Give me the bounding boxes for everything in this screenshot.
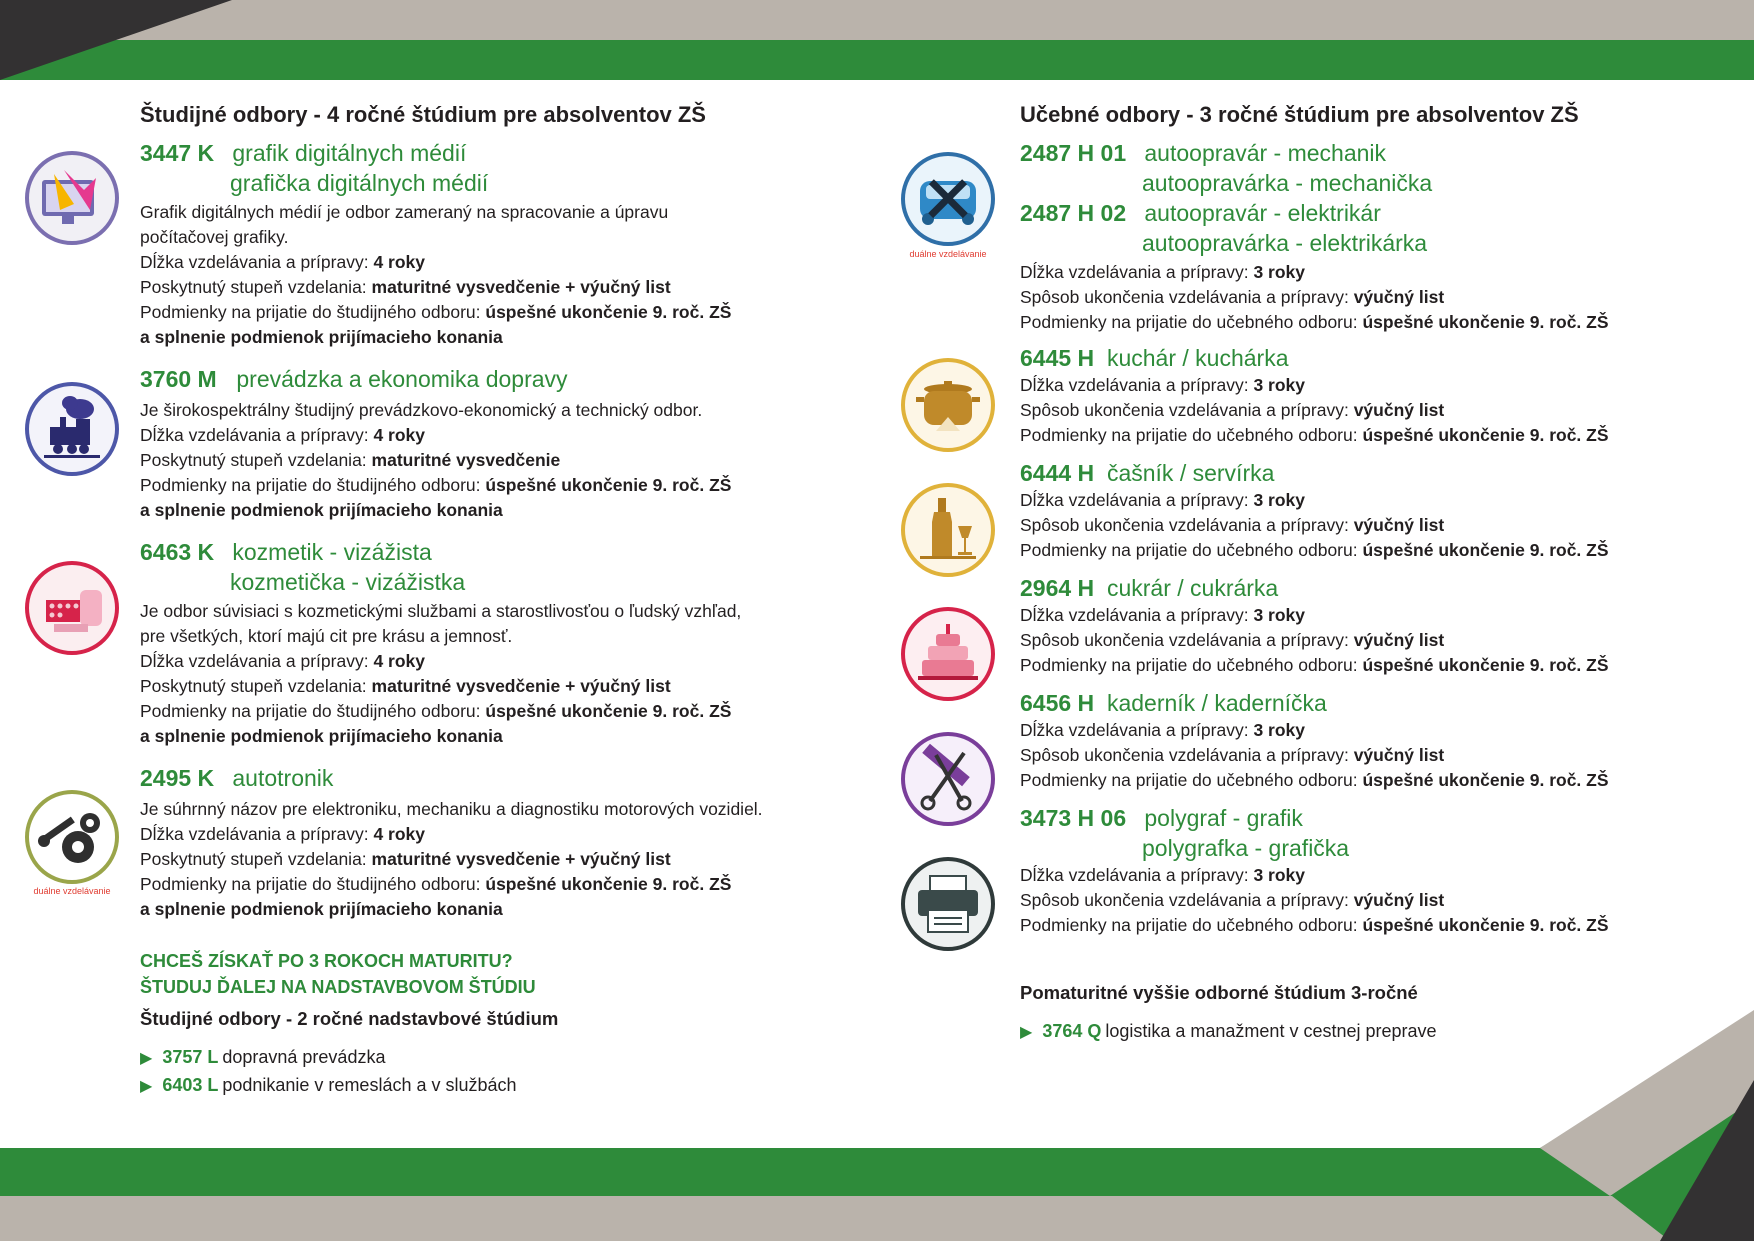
triangle-bullet-icon: ▶	[1020, 1024, 1033, 1041]
program-3447K	[140, 138, 880, 350]
program-admission-extra: a splnenie podmienok prijímacieho konania	[140, 726, 503, 746]
program-degree: Poskytnutý stupeň vzdelania: maturitné vysvedčenie + výučný list	[140, 849, 671, 869]
right-column-heading: Učebné odbory - 3 ročné štúdium pre absolventov ZŠ	[1020, 102, 1579, 127]
wine-bottle-icon	[900, 482, 996, 578]
program-6463K	[140, 537, 880, 749]
left-sub-heading: Študijné odbory - 2 ročné nadstavbové štúdium	[140, 1008, 559, 1029]
right-sub-heading: Pomaturitné vyššie odborné štúdium 3-ročné	[1020, 982, 1418, 1003]
right-column	[1020, 102, 1740, 1046]
program-title: kuchár / kuchárka	[1106, 345, 1289, 371]
right-bullet-list	[1020, 1018, 1740, 1046]
cta-line: CHCEŠ ZÍSKAŤ PO 3 ROKOCH MATURITU?	[140, 951, 513, 971]
car-repair-icon	[900, 151, 996, 247]
program-completion: Spôsob ukončenia vzdelávania a prípravy: výučný list	[1020, 630, 1445, 650]
program-admission: Podmienky na prijatie do študijného odboru: úspešné ukončenie 9. roč. ZŠ	[140, 475, 732, 495]
program-admission-extra: a splnenie podmienok prijímacieho konania	[140, 899, 503, 919]
program-3473H06	[1020, 803, 1740, 938]
program-code: 6444 H	[1020, 460, 1095, 486]
triangle-bullet-icon: ▶	[140, 1050, 153, 1067]
list-item: ▶ 3757 L dopravná prevádzka	[140, 1047, 386, 1067]
program-code: 2964 H	[1020, 575, 1095, 601]
program-subtitle: autoopravárka - mechanička	[1142, 170, 1433, 196]
program-degree: Poskytnutý stupeň vzdelania: maturitné vysvedčenie	[140, 450, 561, 470]
program-admission: Podmienky na prijatie do študijného odboru: úspešné ukončenie 9. roč. ZŠ	[140, 874, 732, 894]
top-green-band	[0, 40, 1754, 80]
cake-icon	[900, 606, 996, 702]
bottom-gray-band	[0, 1196, 1670, 1241]
program-3760M	[140, 364, 880, 523]
program-admission: Podmienky na prijatie do učebného odboru: úspešné ukončenie 9. roč. ZŠ	[1020, 540, 1609, 560]
cosmetics-icon	[24, 560, 120, 656]
train-icon	[24, 381, 120, 477]
dual-education-badge-right: duálne vzdelávanie	[909, 249, 987, 259]
left-column-heading: Študijné odbory - 4 ročné štúdium pre absolventov ZŠ	[140, 102, 706, 127]
program-code: 6463 K	[140, 539, 215, 565]
program-title: prevádzka a ekonomika dopravy	[236, 366, 568, 392]
program-2495K	[140, 763, 880, 922]
program-duration: Dĺžka vzdelávania a prípravy: 3 roky	[1020, 865, 1306, 885]
program-title: autoopravár - elektrikár	[1144, 200, 1381, 226]
program-2487H	[1020, 138, 1740, 335]
program-completion: Spôsob ukončenia vzdelávania a prípravy: výučný list	[1020, 287, 1445, 307]
program-admission-extra: a splnenie podmienok prijímacieho konania	[140, 327, 503, 347]
program-code: 2487 H 01	[1020, 140, 1127, 166]
program-duration: Dĺžka vzdelávania a prípravy: 4 roky	[140, 425, 426, 445]
program-admission: Podmienky na prijatie do učebného odboru: úspešné ukončenie 9. roč. ZŠ	[1020, 770, 1609, 790]
program-code: 6445 H	[1020, 345, 1095, 371]
program-title: cukrár / cukrárka	[1106, 575, 1279, 601]
program-title: autotronik	[232, 765, 334, 791]
program-description: Grafik digitálnych médií je odbor zameraný na spracovanie a úpravu	[140, 202, 669, 222]
program-title: autoopravár - mechanik	[1144, 140, 1387, 166]
cta-line: ŠTUDUJ ĎALEJ NA NADSTAVBOVOM ŠTÚDIU	[140, 977, 536, 997]
program-2964H	[1020, 573, 1740, 678]
program-description: pre všetkých, ktorí majú cit pre krásu a jemnosť.	[140, 626, 513, 646]
program-title: kaderník / kaderníčka	[1106, 690, 1327, 716]
top-gray-band	[0, 0, 1754, 42]
program-duration: Dĺžka vzdelávania a prípravy: 3 roky	[1020, 262, 1306, 282]
program-description: Je širokospektrálny študijný prevádzkovo-ekonomický a technický odbor.	[140, 400, 703, 420]
left-bullet-list	[140, 1044, 880, 1100]
program-duration: Dĺžka vzdelávania a prípravy: 4 roky	[140, 252, 426, 272]
list-item: ▶ 3764 Q logistika a manažment v cestnej preprave	[1020, 1021, 1437, 1041]
triangle-bullet-icon: ▶	[140, 1078, 153, 1095]
program-admission: Podmienky na prijatie do študijného odboru: úspešné ukončenie 9. roč. ZŠ	[140, 701, 732, 721]
program-admission: Podmienky na prijatie do študijného odboru: úspešné ukončenie 9. roč. ZŠ	[140, 302, 732, 322]
bottom-green-band	[0, 1148, 1610, 1196]
program-duration: Dĺžka vzdelávania a prípravy: 3 roky	[1020, 720, 1306, 740]
list-item: ▶ 6403 L podnikanie v remeslách a v službách	[140, 1075, 517, 1095]
program-degree: Poskytnutý stupeň vzdelania: maturitné vysvedčenie + výučný list	[140, 277, 671, 297]
printer-icon	[900, 856, 996, 952]
program-description: počítačovej grafiky.	[140, 227, 289, 247]
program-6444H	[1020, 458, 1740, 563]
program-admission: Podmienky na prijatie do učebného odboru: úspešné ukončenie 9. roč. ZŠ	[1020, 312, 1609, 332]
cooking-pot-icon	[900, 357, 996, 453]
program-admission: Podmienky na prijatie do učebného odboru: úspešné ukončenie 9. roč. ZŠ	[1020, 915, 1609, 935]
program-code: 3760 M	[140, 366, 217, 392]
program-completion: Spôsob ukončenia vzdelávania a prípravy: výučný list	[1020, 890, 1445, 910]
program-completion: Spôsob ukončenia vzdelávania a prípravy: výučný list	[1020, 400, 1445, 420]
program-title: kozmetik - vizážista	[232, 539, 432, 565]
program-subtitle: kozmetička - vizážistka	[230, 569, 466, 595]
graphic-design-icon	[24, 150, 120, 246]
program-6445H	[1020, 343, 1740, 448]
program-admission: Podmienky na prijatie do učebného odboru: úspešné ukončenie 9. roč. ZŠ	[1020, 655, 1609, 675]
program-6456H	[1020, 688, 1740, 793]
program-subtitle: polygrafka - grafička	[1142, 835, 1350, 861]
program-degree: Poskytnutý stupeň vzdelania: maturitné vysvedčenie + výučný list	[140, 676, 671, 696]
dual-education-badge-left: duálne vzdelávanie	[33, 886, 111, 896]
gears-wrench-icon	[24, 789, 120, 885]
program-code: 3447 K	[140, 140, 215, 166]
program-description: Je odbor súvisiaci s kozmetickými službami a starostlivosťou o ľudský vzhľad,	[140, 601, 742, 621]
program-description: Je súhrnný názov pre elektroniku, mechaniku a diagnostiku motorových vozidiel.	[140, 799, 763, 819]
program-title: grafik digitálnych médií	[232, 140, 467, 166]
scissors-comb-icon	[900, 731, 996, 827]
program-duration: Dĺžka vzdelávania a prípravy: 4 roky	[140, 824, 426, 844]
cta-block	[140, 948, 880, 1000]
program-duration: Dĺžka vzdelávania a prípravy: 4 roky	[140, 651, 426, 671]
program-title: čašník / servírka	[1106, 460, 1275, 486]
program-code: 2487 H 02	[1020, 200, 1127, 226]
program-admission-extra: a splnenie podmienok prijímacieho konania	[140, 500, 503, 520]
program-completion: Spôsob ukončenia vzdelávania a prípravy: výučný list	[1020, 745, 1445, 765]
program-subtitle: grafička digitálnych médií	[230, 170, 489, 196]
program-code: 3473 H 06	[1020, 805, 1127, 831]
program-code: 2495 K	[140, 765, 215, 791]
program-code: 6456 H	[1020, 690, 1095, 716]
program-admission: Podmienky na prijatie do učebného odboru: úspešné ukončenie 9. roč. ZŠ	[1020, 425, 1609, 445]
program-completion: Spôsob ukončenia vzdelávania a prípravy: výučný list	[1020, 515, 1445, 535]
program-subtitle: autoopravárka - elektrikárka	[1142, 230, 1428, 256]
program-title: polygraf - grafik	[1144, 805, 1303, 831]
program-duration: Dĺžka vzdelávania a prípravy: 3 roky	[1020, 375, 1306, 395]
program-duration: Dĺžka vzdelávania a prípravy: 3 roky	[1020, 605, 1306, 625]
program-duration: Dĺžka vzdelávania a prípravy: 3 roky	[1020, 490, 1306, 510]
left-column	[140, 102, 880, 1100]
